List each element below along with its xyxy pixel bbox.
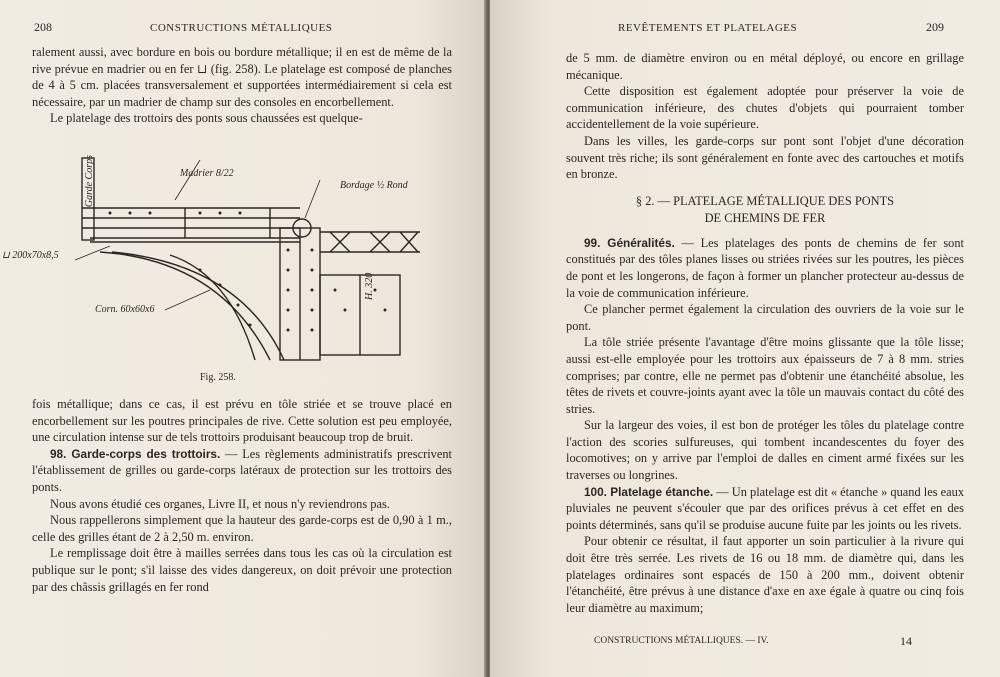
footer-line: CONSTRUCTIONS MÉTALLIQUES. — IV. [594,636,769,646]
right-text [566,50,964,616]
paragraph: Ce plancher permet également la circulation des ouvriers de la voie sur le pont. [566,302,964,333]
section-98-title: 98. Garde-corps des trottoirs. [50,446,221,461]
section-heading-line-2: DE CHEMINS DE FER [704,210,826,225]
figure-caption: Fig. 258. [200,372,236,383]
paragraph: ralement aussi, avec bordure en bois ou bordure métallique; il en est de même de la rive prévue en madrier ou en fer ⊔ (fig. 258). Le platelage est composé de planches de 4 à 5 cm. placées transversalement et supportées intermédiairement si cela est nécessaire, par un madrier de champ sur des consoles en encorbellement. [32,45,452,109]
label-bordage: Bordage ½ Rond [340,180,408,191]
paragraph: Le platelage des trottoirs des ponts sous chaussées est quelque- [50,111,363,126]
paragraph: de 5 mm. de diamètre environ ou en métal déployé, ou encore en grillage mécanique. [566,51,964,82]
right-page [490,0,1000,677]
label-garde-corps: Garde Corps [84,155,95,208]
label-hauteur: H. 320 [364,272,375,300]
left-top-text [32,44,452,127]
paragraph: Nous rappellerons simplement que la hauteur des garde-corps est de 0,90 à 1 m., celle des grilles étant de 2 à 2,50 m. environ. [32,513,452,544]
paragraph: Pour obtenir ce résultat, il faut apporter un soin particulier à la rivure qui doit être très serrée. Les rivets de 16 ou 18 mm. de diamètre qui, dans les platelages ordinaires sont espacés de 150 à 200 mm., doivent obtenir l'étanchéité, être prévus à une distance d'axe en axe égale à quatre ou cinq fois leur diamètre au maximum; [566,534,964,615]
label-fer-u: ⊔ 200x70x8,5 [2,250,59,261]
running-head-left: CONSTRUCTIONS MÉTALLIQUES [150,22,333,34]
label-corniere: Corn. 60x60x6 [95,304,155,315]
section-98 [32,446,452,496]
section-heading [566,193,964,227]
section-98-text: — Les règlements administratifs prescrivent l'établissement de grilles ou garde-corps latéraux de protection sur les trottoirs des ponts. [32,446,453,494]
page-number-left: 208 [34,20,52,34]
page-number-right: 209 [926,20,944,34]
paragraph: Sur la largeur des voies, il est bon de protéger les tôles du platelage contre l'action des scories sulfureuses, qui tombent incandescentes du foyer des locomotives; on y arrive par l'emploi de dalles en ciment armé fixées sur les traverses ou longrines. [566,418,964,483]
section-99-title: 99. Généralités. [584,235,675,250]
section-heading-line-1: § 2. — PLATELAGE MÉTALLIQUE DES PONTS [635,193,895,208]
left-bottom-text [32,396,452,595]
signature-mark: 14 [900,634,912,648]
running-head-right: REVÊTEMENTS ET PLATELAGES [618,22,798,34]
section-100-text: — Un platelage est dit « étanche » quand les eaux pluviales ne peuvent s'écouler que par des orifices prévus à cet effet en des points déterminés, sans qu'il se produise aucune fuite par les joints ou les rivets. [566,484,965,532]
section-99-text: — Les platelages des ponts de chemins de fer sont constitués par des tôles planes lisses ou striées rivées sur les poutres, les pièces de pont et les longerons, de façon à former un plancher protecteur au-dessus de la voie de communication inférieure. [566,235,964,300]
paragraph: fois métallique; dans ce cas, il est prévu en tôle striée et se trouve placé en encorbellement sur les poutres principales de rive. Cette solution est peu employée, une circulation intense sur de tels trottoirs produisant beaucoup trop de bruit. [32,397,452,445]
paragraph: La tôle striée présente l'avantage d'être moins glissante que la tôle lisse; aussi est-elle employée pour les trottoirs aux épaisseurs de 7 à 8 mm. stries comprises; par contre, elle ne permet pas d'obtenir une étanchéité absolue, les têtes de rivets et couvre-joints ayant avec la tôle un mauvais contact du côté des stries. [566,335,964,416]
paragraph: Dans les villes, les garde-corps sur pont sont l'objet d'une décoration souvent très riche; ils sont généralement en fonte avec des cartouches et motifs en bronze. [566,133,964,182]
paragraph: Nous avons étudié ces organes, Livre II, et nous n'y reviendrons pas. [50,496,390,511]
paragraph: Le remplissage doit être à mailles serrées dans tous les cas où la circulation est publique sur le pont; s'il laisse des vides dangereux, on doit prévoir une protection par des châssis grillagés en fer rond [32,546,452,594]
section-99 [566,235,964,301]
section-100-title: 100. Platelage étanche. [584,484,714,499]
label-madrier: Madrier 8/22 [180,168,234,179]
figure-258-bridge-sidewalk [0,140,486,376]
left-page [0,0,486,677]
section-100 [566,484,964,534]
paragraph: Cette disposition est également adoptée pour préserver la voie de communication inférieure, des chutes d'objets qui pourraient tomber accidentellement de la voie supérieure. [566,84,964,132]
